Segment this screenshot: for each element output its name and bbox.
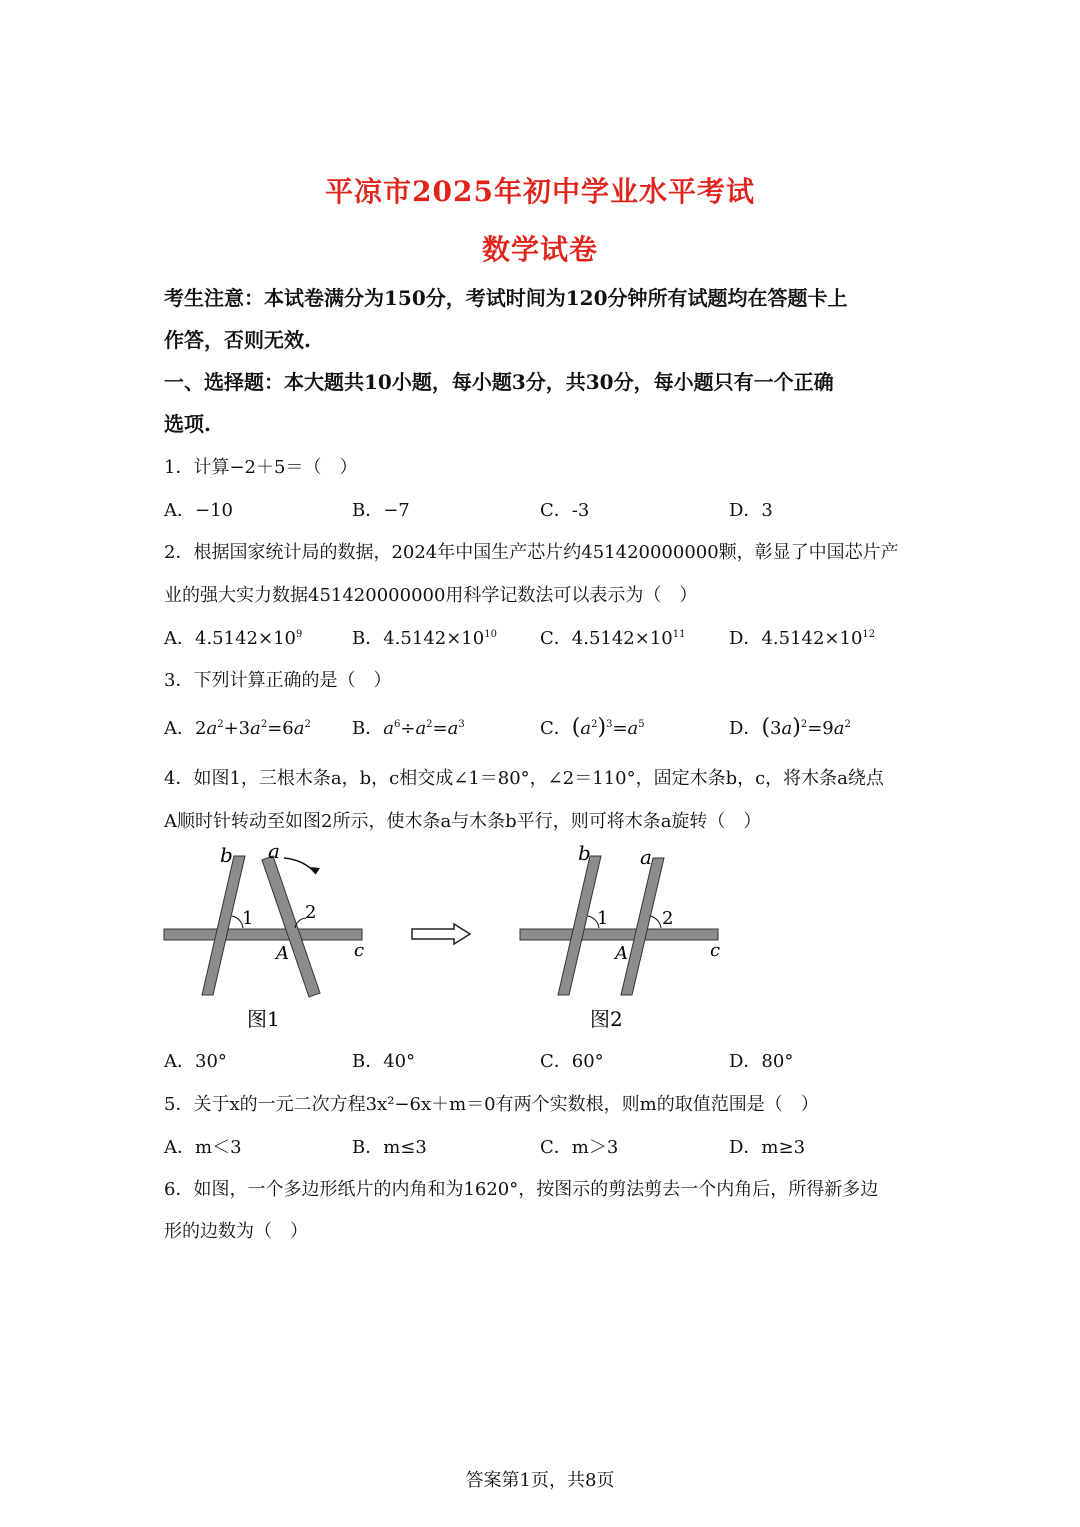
q4-option-d: D．80° [729, 1051, 794, 1072]
label-c-fig2: c [710, 940, 721, 961]
q3-option-b: B．$a^6\div a^2=a^3$ [352, 718, 465, 739]
stick-a-fig1 [262, 856, 320, 997]
q4-figure [150, 838, 750, 1038]
label-2-fig2: 2 [662, 908, 674, 929]
label-A-fig2: A [615, 943, 628, 964]
label-b-fig2: b [578, 841, 591, 865]
transition-arrow-icon [412, 924, 470, 944]
q4-stem-line-2: A顺时针转动至如图2所示，使木条a与木条b平行，则可将木条a旋转（ ） [164, 811, 762, 832]
q1-option-a: A．−10 [164, 500, 233, 521]
label-a-fig1: a [268, 839, 280, 863]
label-c-fig1: c [354, 940, 365, 961]
q1-stem: 1．计算−2＋5＝（ ） [164, 457, 358, 478]
q4-option-b: B．40° [352, 1051, 416, 1072]
label-2-fig1: 2 [305, 902, 317, 923]
q3-option-c: C．$(a^2)^3=a^5$ [540, 715, 645, 740]
q2-option-b: B．$4.5142\times 10^{10}$ [352, 628, 497, 649]
section-heading-line-1: 一、选择题：本大题共10小题，每小题3分，共30分，每小题只有一个正确 [164, 370, 834, 394]
figure-2 [520, 841, 720, 1031]
label-A-fig1: A [276, 943, 289, 964]
q4-option-c: C．60° [540, 1051, 604, 1072]
figure-2-caption: 图2 [590, 1007, 623, 1031]
q2-option-a: A．$4.5142\times 10^9$ [164, 628, 303, 649]
q5-option-a: A．m＜3 [164, 1137, 242, 1158]
rotate-arrow-icon [284, 858, 316, 874]
q6-stem-line-2: 形的边数为（ ） [164, 1221, 308, 1242]
q1-option-c: C．-3 [540, 500, 590, 521]
stick-b-fig2 [558, 856, 601, 995]
exam-subtitle: 数学试卷 [481, 233, 598, 266]
notice-line-2: 作答，否则无效. [164, 328, 311, 352]
figure-1 [164, 839, 364, 1031]
stick-b-fig1 [202, 856, 245, 995]
q2-stem-line-1: 2．根据国家统计局的数据，2024年中国生产芯片约451420000000颗，彰显了中国芯片产 [164, 542, 899, 563]
q5-option-d: D．m≥3 [729, 1137, 806, 1158]
q5-stem: 5．关于x的一元二次方程3x²−6x＋m＝0有两个实数根，则m的取值范围是（ ） [164, 1094, 819, 1115]
label-b-fig1: b [220, 843, 233, 867]
label-1-fig1: 1 [242, 908, 254, 929]
stick-c-fig2 [520, 929, 718, 940]
figure-1-caption: 图1 [247, 1007, 280, 1031]
q1-option-b: B．−7 [352, 500, 410, 521]
q4-option-a: A．30° [164, 1051, 227, 1072]
q5-option-c: C．m＞3 [540, 1137, 619, 1158]
label-a-fig2: a [640, 845, 652, 869]
q2-stem-line-2: 业的强大实力数据451420000000用科学记数法可以表示为（ ） [164, 585, 698, 606]
angle-2-arc-fig2 [650, 916, 661, 928]
exam-title: 平凉市2025年初中学业水平考试 [325, 175, 755, 208]
section-heading-line-2: 选项. [164, 412, 211, 436]
notice-line-1: 考生注意：本试卷满分为150分，考试时间为120分钟所有试题均在答题卡上 [164, 286, 848, 310]
q3-stem: 3．下列计算正确的是（ ） [164, 670, 392, 691]
q3-option-d: D．$(3a)^2=9a^2$ [729, 715, 851, 740]
q4-stem-line-1: 4．如图1，三根木条a，b，c相交成∠1＝80°，∠2＝110°，固定木条b，c，将木条a绕点 [164, 768, 884, 789]
q1-option-d: D．3 [729, 500, 773, 521]
label-1-fig2: 1 [597, 908, 609, 929]
q2-option-d: D．$4.5142\times 10^{12}$ [729, 628, 876, 649]
q2-option-c: C．$4.5142\times 10^{11}$ [540, 628, 686, 649]
q5-option-b: B．m≤3 [352, 1137, 427, 1158]
page-footer: 答案第1页，共8页 [465, 1470, 615, 1491]
stick-a-fig2 [621, 858, 664, 995]
q3-option-a: A．$2a^2+3a^2=6a^2$ [164, 718, 311, 739]
q6-stem-line-1: 6．如图，一个多边形纸片的内角和为1620°，按图示的剪法剪去一个内角后，所得新多边 [164, 1179, 879, 1200]
stick-c-fig1 [164, 929, 362, 940]
